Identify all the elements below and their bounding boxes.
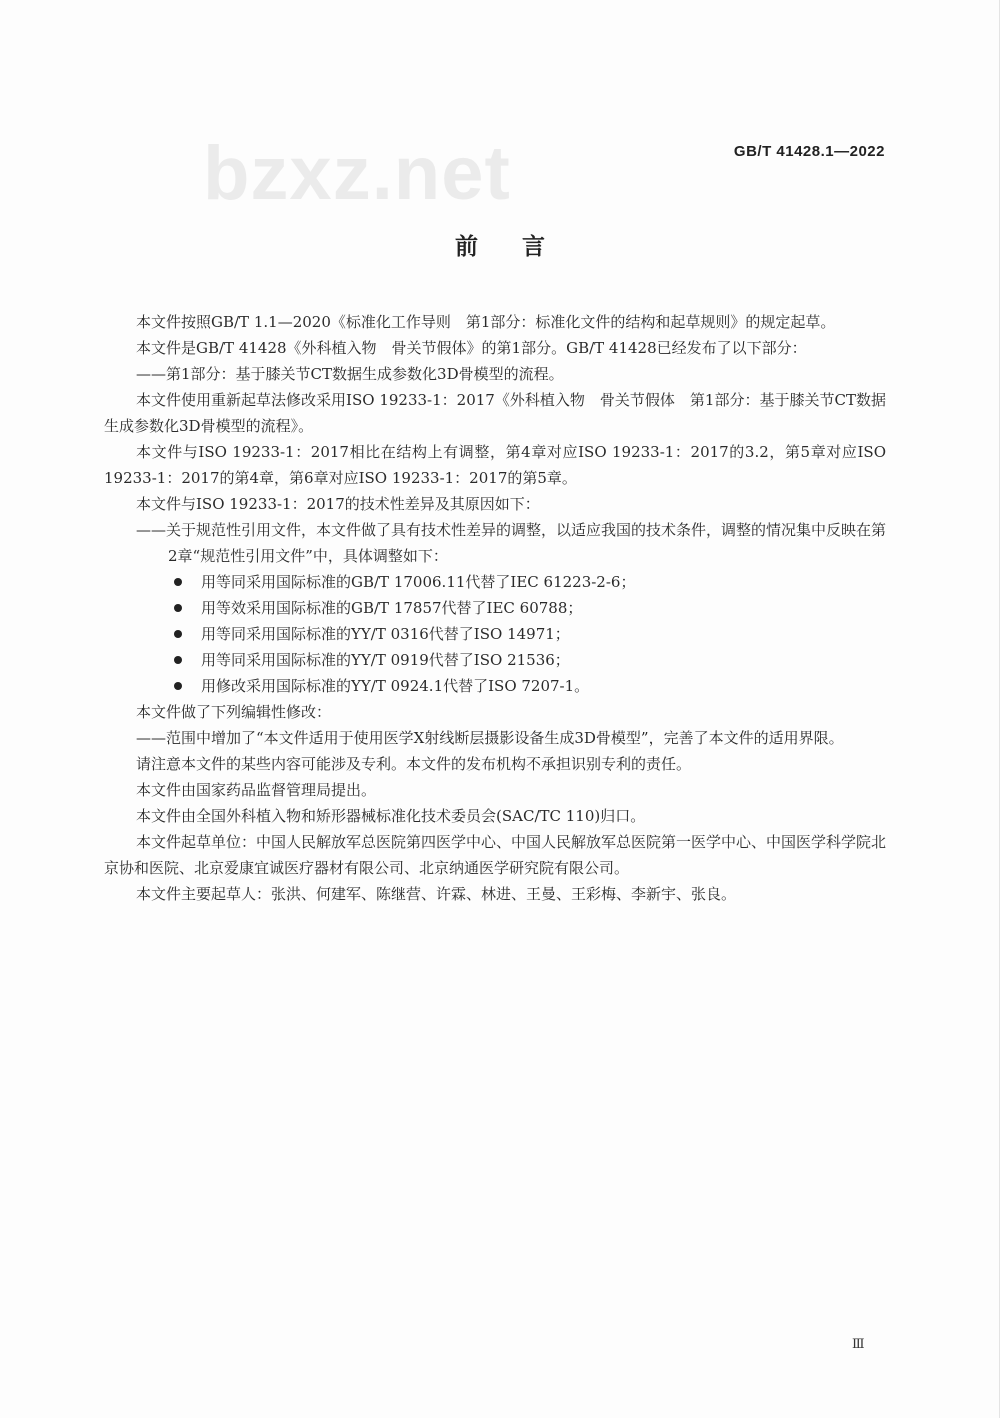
paragraph: 本文件与ISO 19233-1：2017相比在结构上有调整，第4章对应ISO 19233-1：2017的3.2，第5章对应ISO 19233-1：2017的第4章，第6章对应ISO 19233-1：2017的第5章。 (104, 443, 886, 487)
bullet-item (104, 595, 886, 621)
preface-body (104, 309, 886, 907)
paragraph: 请注意本文件的某些内容可能涉及专利。本文件的发布机构不承担识别专利的责任。 (136, 755, 692, 773)
bullet-text: 用等效采用国际标准的GB/T 17857代替了IEC 60788； (201, 599, 583, 617)
paragraph: 本文件由全国外科植入物和矫形器械标准化技术委员会(SAC/TC 110)归口。 (136, 807, 646, 825)
page-number: Ⅲ (852, 1337, 865, 1352)
bullet-dot-icon (174, 682, 182, 690)
dash-item: ——关于规范性引用文件，本文件做了具有技术性差异的调整，以适应我国的技术条件，调整的情况集中反映在第2章“规范性引用文件”中，具体调整如下： (136, 521, 887, 565)
bullet-item (104, 621, 886, 647)
watermark: bzxz.net (203, 131, 511, 216)
bullet-dot-icon (174, 604, 182, 612)
paragraph: 本文件起草单位：中国人民解放军总医院第四医学中心、中国人民解放军总医院第一医学中心、中国医学科学院北京协和医院、北京爱康宜诚医疗器材有限公司、北京纳通医学研究院有限公司。 (104, 833, 887, 877)
bullet-item (104, 569, 886, 595)
dash-item: ——范围中增加了“本文件适用于使用医学X射线断层摄影设备生成3D骨模型”，完善了本文件的适用界限。 (136, 729, 844, 747)
paragraph: 本文件与ISO 19233-1：2017的技术性差异及其原因如下： (136, 495, 540, 513)
paragraph: 本文件主要起草人：张洪、何建军、陈继营、许霖、林进、王曼、王彩梅、李新宇、张良。 (136, 885, 737, 903)
bullet-text: 用等同采用国际标准的GB/T 17006.11代替了IEC 61223-2-6； (201, 573, 636, 591)
paragraph: 本文件使用重新起草法修改采用ISO 19233-1：2017《外科植入物 骨关节假体 第1部分：基于膝关节CT数据生成参数化3D骨模型的流程》。 (104, 391, 886, 435)
bullet-text: 用等同采用国际标准的YY/T 0919代替了ISO 21536； (201, 651, 570, 669)
bullet-dot-icon (174, 630, 182, 638)
bullet-text: 用修改采用国际标准的YY/T 0924.1代替了ISO 7207-1。 (201, 677, 590, 695)
paragraph: 本文件由国家药品监督管理局提出。 (136, 781, 377, 799)
bullet-dot-icon (174, 656, 182, 664)
bullet-dot-icon (174, 578, 182, 586)
standard-code: GB/T 41428.1—2022 (733, 143, 885, 160)
bullet-item (104, 647, 886, 673)
bullet-item (104, 673, 886, 699)
paragraph: 本文件按照GB/T 1.1—2020《标准化工作导则 第1部分：标准化文件的结构和起草规则》的规定起草。 (136, 313, 836, 331)
bullet-text: 用等同采用国际标准的YY/T 0316代替了ISO 14971； (201, 625, 570, 643)
paragraph: 本文件是GB/T 41428《外科植入物 骨关节假体》的第1部分。GB/T 41428已经发布了以下部分： (136, 339, 807, 357)
dash-item: ——第1部分：基于膝关节CT数据生成参数化3D骨模型的流程。 (136, 365, 564, 383)
paragraph: 本文件做了下列编辑性修改： (136, 703, 332, 721)
page-title: 前言 (455, 234, 589, 260)
